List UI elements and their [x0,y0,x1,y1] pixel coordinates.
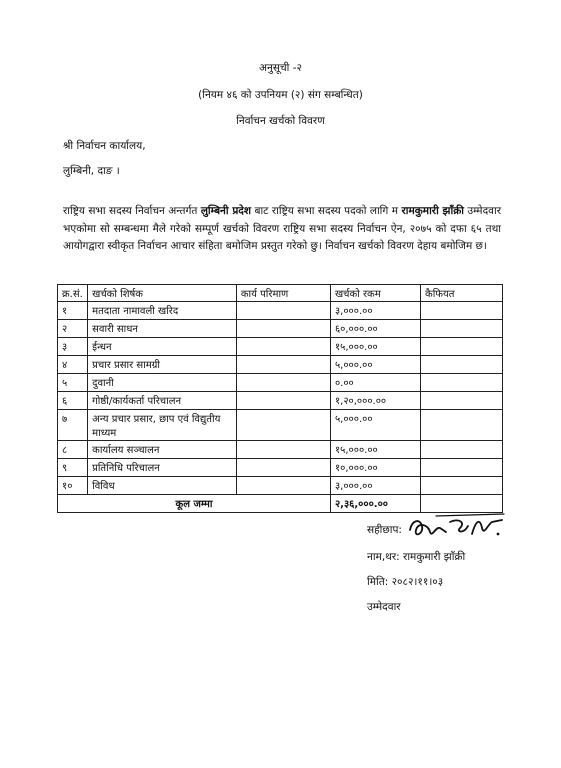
paragraph-text-1: राष्ट्रिय सभा सदस्य निर्वाचन अन्तर्गत [63,205,201,217]
col-header-quantity: कार्य परिमाण [236,285,330,302]
col-header-sn: क्र.सं. [58,285,88,302]
table-row [58,410,503,441]
handwritten-signature [406,512,510,542]
document-title: निर्वाचन खर्चको विवरण [236,115,325,127]
row-remarks [421,320,503,338]
row-title: अन्य प्रचार प्रसार, छाप एवं विद्युतीय माध्यम [88,410,237,441]
row-amount: १५,०००.०० [330,441,420,459]
row-quantity [236,392,330,410]
total-label: कूल जम्मा [58,495,331,513]
row-title: प्रचार प्रसार सामग्री [88,356,237,374]
row-sn: ३ [58,338,88,356]
row-remarks [421,441,503,459]
table-header-row [58,285,503,302]
row-title: दुवानी [88,374,237,392]
row-quantity [236,477,330,495]
row-amount: ३,०००.०० [330,477,420,495]
table-row [58,441,503,459]
row-sn: ७ [58,410,88,441]
province-name: लुम्बिनी प्रदेश [200,205,252,217]
row-amount: ५,०००.०० [330,356,420,374]
row-quantity [236,374,330,392]
row-title: ईन्धन [88,338,237,356]
paragraph-text-3: उम्मेदवार भएकोमा सो सम्बन्धमा मैले गरेको सम्पूर्ण खर्चको विवरण राष्ट्रिय सभा सदस्य निर्वाचन ऐन, २०७५ को दफा ६५ तथा आयोगद्वारा स्वीकृत निर्वाचन आचार संहिता बमोजिम प्रस्तुत गरेको छु। निर्वाचन खर्चको विवरण देहाय बमोजिम छ। [63,205,501,252]
row-remarks [421,459,503,477]
row-quantity [236,302,330,320]
table-row [58,459,503,477]
row-title: विविध [88,477,237,495]
table-row [58,356,503,374]
row-amount: ६०,०००.०० [330,320,420,338]
addressee-office: श्री निर्वाचन कार्यालय, [63,140,146,152]
row-quantity [236,320,330,338]
total-amount: २,३६,०००.०० [330,495,420,513]
schedule-label: अनुसूची -२ [259,62,302,74]
signature-label: सहीछाप: [367,524,402,536]
row-sn: १० [58,477,88,495]
table-row [58,392,503,410]
addressee-location: लुम्बिनी, दाङ । [63,165,120,177]
row-title: कार्यालय सञ्चालन [88,441,237,459]
table-row [58,338,503,356]
table-row [58,477,503,495]
row-sn: ९ [58,459,88,477]
paragraph-text-2: बाट राष्ट्रिय सभा सदस्य पदको लागि म [251,205,402,217]
row-title: सवारी साधन [88,320,237,338]
col-header-amount: खर्चको रकम [330,285,420,302]
row-remarks [421,302,503,320]
table-row [58,374,503,392]
row-amount: ०.०० [330,374,420,392]
row-sn: ८ [58,441,88,459]
rule-reference: (नियम ४६ को उपनियम (२) संग सम्बन्धित) [198,89,363,101]
row-amount: ३,०००.०० [330,302,420,320]
row-sn: २ [58,320,88,338]
col-header-title: खर्चको शिर्षक [88,285,237,302]
date-line: मिति: २०८२।११।०३ [367,576,444,588]
row-quantity [236,441,330,459]
candidate-name-line: नाम,थर: रामकुमारी झाँक्री [367,551,466,563]
col-header-remarks: कैफियत [421,285,503,302]
row-amount: १०,०००.०० [330,459,420,477]
row-amount: ५,०००.०० [330,410,420,441]
row-title: प्रतिनिधि परिचालन [88,459,237,477]
role-label: उम्मेदवार [367,601,401,613]
row-amount: १,२०,०००.०० [330,392,420,410]
row-remarks [421,356,503,374]
row-quantity [236,356,330,374]
row-remarks [421,392,503,410]
total-row [58,495,503,513]
row-quantity [236,459,330,477]
row-remarks [421,410,503,441]
row-quantity [236,410,330,441]
row-quantity [236,338,330,356]
declaration-paragraph [63,203,501,256]
total-remarks [421,495,503,513]
row-remarks [421,374,503,392]
row-sn: ४ [58,356,88,374]
row-sn: ५ [58,374,88,392]
table-row [58,320,503,338]
row-title: गोष्ठी/कार्यकर्ता परिचालन [88,392,237,410]
row-sn: १ [58,302,88,320]
row-remarks [421,477,503,495]
table-row [58,302,503,320]
row-sn: ६ [58,392,88,410]
candidate-name: रामकुमारी झाँक्री [401,205,464,217]
row-amount: १५,०००.०० [330,338,420,356]
row-title: मतदाता नामावली खरिद [88,302,237,320]
row-remarks [421,338,503,356]
expense-table [57,284,503,513]
